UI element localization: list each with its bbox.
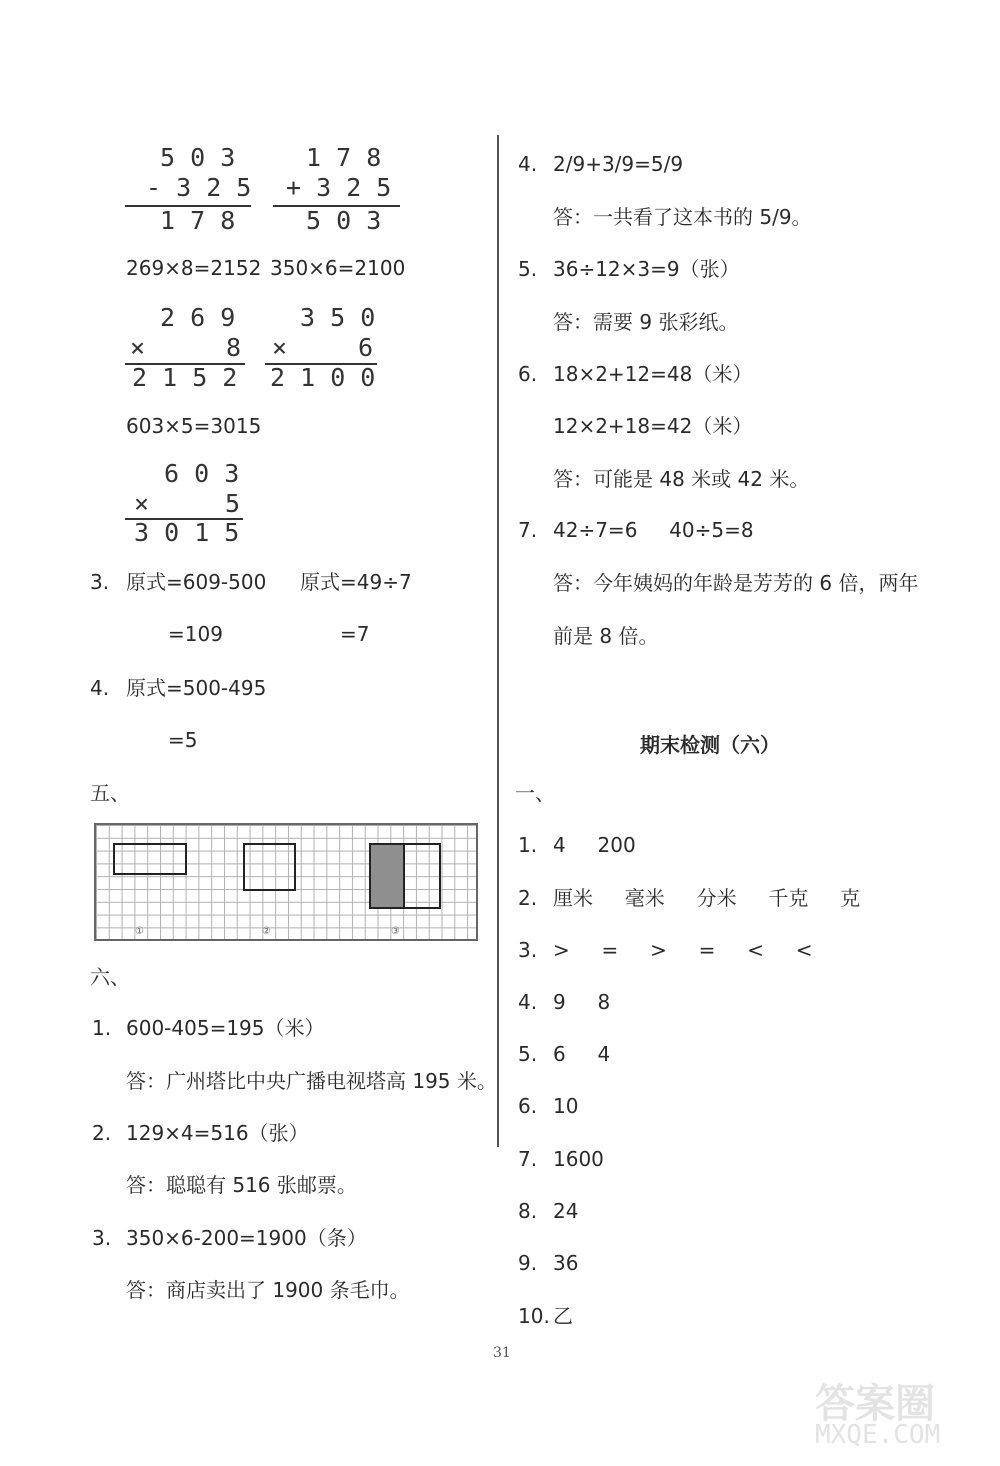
item-3-number: 3. (518, 938, 538, 962)
q3-expr-b: 原式=49÷7 (300, 570, 412, 594)
exam-title: 期末检测（六） (640, 733, 780, 757)
eq-269x8: 269×8=2152 (126, 256, 262, 280)
p1-answer: 答：广州塔比中央广播电视塔高 195 米。 (126, 1069, 497, 1093)
item-1-number: 1. (518, 833, 538, 857)
item-3-value: > = > = < < (553, 938, 813, 962)
calc3-top: 2 6 9 (160, 303, 236, 332)
calc5-op: × (134, 489, 150, 518)
item-2-value: 厘米 毫米 分米 千克 克 (553, 886, 861, 910)
page-number: 31 (493, 1345, 511, 1361)
calc5-result: 3 0 1 5 (134, 518, 240, 547)
eq-603x5: 603×5=3015 (126, 414, 262, 438)
square-2 (243, 843, 296, 891)
r6-expr-a: 18×2+12=48（米） (553, 362, 753, 386)
item-9-value: 36 (553, 1251, 579, 1275)
p3-expr: 350×6-200=1900（条） (126, 1226, 367, 1250)
item-5-value: 6 4 (553, 1042, 611, 1066)
calc1-mid: - 3 2 5 (146, 173, 252, 202)
item-6-value: 10 (553, 1094, 579, 1118)
section-five-heading: 五、 (90, 781, 130, 805)
calc3-result: 2 1 5 2 (132, 363, 238, 392)
grid-label-3: ③ (391, 926, 400, 937)
q4-number: 4. (90, 676, 110, 700)
r7-answer-line2: 前是 8 倍。 (553, 624, 659, 648)
calc5-mult: 5 (225, 489, 241, 518)
item-8-value: 24 (553, 1199, 579, 1223)
eq-350x6: 350×6=2100 (270, 256, 406, 280)
q3-number: 3. (90, 570, 110, 594)
r7-number: 7. (518, 518, 538, 542)
calc3-op: × (130, 333, 146, 362)
p2-answer: 答：聪聪有 516 张邮票。 (126, 1173, 357, 1197)
q3-result-a: =109 (168, 622, 223, 646)
p3-number: 3. (92, 1226, 112, 1250)
r4-expr: 2/9+3/9=5/9 (553, 152, 684, 176)
p1-expr: 600-405=195（米） (126, 1016, 325, 1040)
calc2-mid: + 3 2 5 (286, 173, 392, 202)
shaded-rectangle-3 (369, 843, 405, 909)
item-10-value: 乙 (553, 1304, 573, 1328)
p1-number: 1. (92, 1016, 112, 1040)
calc5-top: 6 0 3 (164, 459, 240, 488)
rectangle-3 (403, 843, 441, 909)
item-9-number: 9. (518, 1251, 538, 1275)
calc4-result: 2 1 0 0 (270, 363, 376, 392)
p2-number: 2. (92, 1121, 112, 1145)
calc4-op: × (272, 333, 288, 362)
r5-answer: 答：需要 9 张彩纸。 (553, 310, 739, 334)
r6-number: 6. (518, 362, 538, 386)
q3-expr-a: 原式=609-500 (126, 570, 267, 594)
item-7-number: 7. (518, 1147, 538, 1171)
calc3-mult: 8 (226, 333, 242, 362)
item-2-number: 2. (518, 886, 538, 910)
item-4-number: 4. (518, 990, 538, 1014)
item-8-number: 8. (518, 1199, 538, 1223)
r4-answer: 答：一共看了这本书的 5/9。 (553, 205, 812, 229)
section-one-heading: 一、 (515, 781, 555, 805)
r5-number: 5. (518, 257, 538, 281)
rectangle-1 (113, 843, 187, 875)
item-1-value: 4 200 (553, 833, 636, 857)
watermark-url: MXQE.COM (815, 1420, 941, 1450)
calc1-result: 1 7 8 (160, 206, 236, 235)
calc4-mult: 6 (358, 333, 374, 362)
calc4-top: 3 5 0 (300, 303, 376, 332)
grid-label-2: ② (262, 926, 271, 937)
watermark-logo: 答案圈 (815, 1381, 935, 1427)
calc2-result: 5 0 3 (306, 206, 382, 235)
r6-expr-b: 12×2+18=42（米） (553, 414, 753, 438)
r4-number: 4. (518, 152, 538, 176)
item-7-value: 1600 (553, 1147, 604, 1171)
r6-answer: 答：可能是 48 米或 42 米。 (553, 467, 810, 491)
calc2-top: 1 7 8 (306, 143, 382, 172)
calc1-top: 5 0 3 (160, 143, 236, 172)
p3-answer: 答：商店卖出了 1900 条毛巾。 (126, 1278, 410, 1302)
p2-expr: 129×4=516（张） (126, 1121, 309, 1145)
item-4-value: 9 8 (553, 990, 611, 1014)
r7-answer-line1: 答：今年姨妈的年龄是芳芳的 6 倍，两年 (553, 571, 919, 595)
item-6-number: 6. (518, 1094, 538, 1118)
section-six-heading: 六、 (90, 965, 130, 989)
column-divider (497, 135, 499, 1147)
item-10-number: 10. (518, 1304, 550, 1328)
r7-expr: 42÷7=6 40÷5=8 (553, 518, 754, 542)
r5-expr: 36÷12×3=9（张） (553, 257, 740, 281)
q4-expr: 原式=500-495 (126, 676, 267, 700)
item-5-number: 5. (518, 1042, 538, 1066)
q3-result-b: =7 (340, 622, 370, 646)
grid-label-1: ① (135, 926, 144, 937)
q4-result: =5 (168, 728, 198, 752)
